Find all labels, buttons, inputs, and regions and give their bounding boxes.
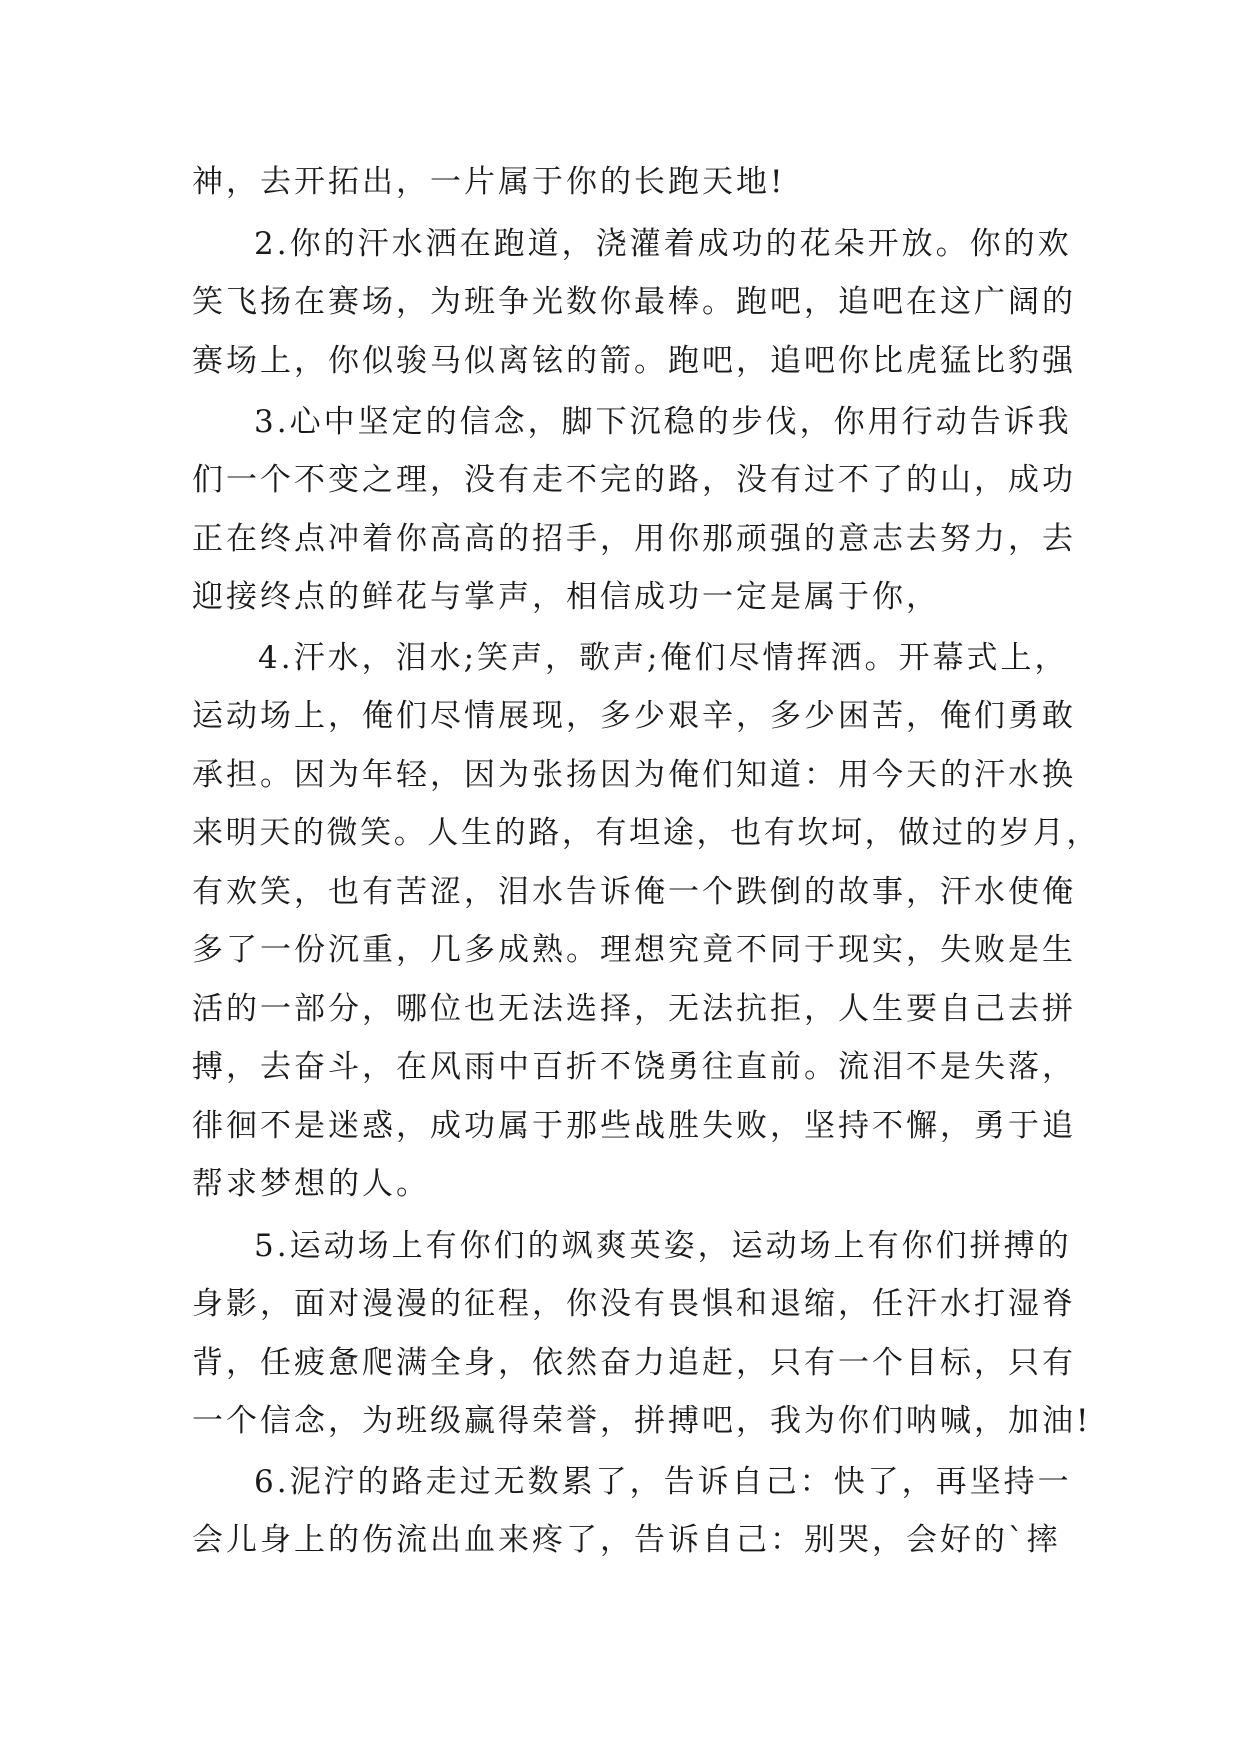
text-line: 神，去开拓出，一片属于你的长跑天地! [192, 164, 786, 200]
text-line: 运动场上，俺们尽情展现，多少艰辛，多少困苦，俺们勇敢 [192, 698, 1076, 734]
text-line: 背，任疲惫爬满全身，依然奋力追赶，只有一个目标，只有 [192, 1345, 1076, 1381]
text-line: 2.你的汗水洒在跑道，浇灌着成功的花朵开放。你的欢 [254, 226, 1072, 262]
text-line: 正在终点冲着你高高的招手，用你那顽强的意志去努力，去 [192, 521, 1076, 557]
text-line: 一个信念，为班级赢得荣誉，拼搏吧，我为你们呐喊，加油! [192, 1403, 1092, 1439]
text-line: 多了一份沉重，几多成熟。理想究竟不同于现实，失败是生 [192, 932, 1076, 968]
text-line: 赛场上，你似骏马似离铉的箭。跑吧，追吧你比虎猛比豹强 [192, 343, 1076, 379]
text-line: 们一个不变之理，没有走不完的路，没有过不了的山，成功 [192, 462, 1076, 498]
text-line: 承担。因为年轻，因为张扬因为俺们知道：用今天的汗水换 [192, 757, 1076, 793]
text-line: 搏，去奋斗，在风雨中百折不饶勇往直前。流泪不是失落， [192, 1049, 1076, 1085]
text-line: 笑飞扬在赛场，为班争光数你最棒。跑吧，追吧在这广阔的 [192, 284, 1076, 320]
text-line: 身影，面对漫漫的征程，你没有畏惧和退缩，任汗水打湿脊 [192, 1286, 1076, 1322]
text-line: 5.运动场上有你们的飒爽英姿，运动场上有你们拼搏的 [254, 1228, 1072, 1264]
text-line: 4.汗水，泪水;笑声，歌声;俺们尽情挥洒。开幕式上， [258, 640, 1069, 676]
text-line: 帮求梦想的人。 [192, 1166, 430, 1202]
text-line: 3.心中坚定的信念，脚下沉稳的步伐，你用行动告诉我 [254, 404, 1072, 440]
text-line: 会儿身上的伤流出血来疼了，告诉自己：别哭，会好的`摔 [192, 1522, 1061, 1558]
text-line: 有欢笑，也有苦涩，泪水告诉俺一个跌倒的故事，汗水使俺 [192, 874, 1076, 910]
text-line: 6.泥泞的路走过无数累了，告诉自己：快了，再坚持一 [254, 1464, 1072, 1500]
text-line: 活的一部分，哪位也无法选择，无法抗拒，人生要自己去拼 [192, 991, 1076, 1027]
text-line: 迎接终点的鲜花与掌声，相信成功一定是属于你， [192, 579, 940, 615]
text-line: 来明天的微笑。人生的路，有坦途，也有坎坷，做过的岁月， [192, 815, 1100, 851]
text-line: 徘徊不是迷惑，成功属于那些战胜失败，坚持不懈，勇于追 [192, 1108, 1076, 1144]
